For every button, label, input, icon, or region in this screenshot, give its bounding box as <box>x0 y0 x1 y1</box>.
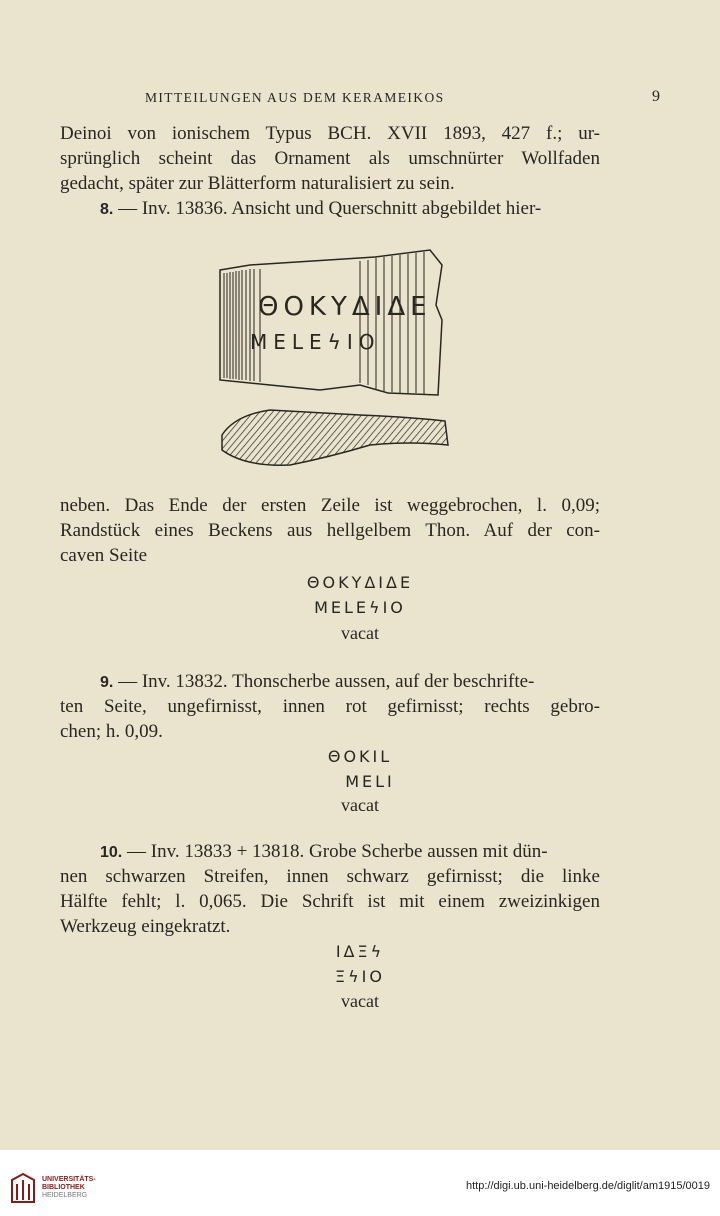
page-number: 9 <box>652 88 660 105</box>
item8-first-line <box>100 197 600 221</box>
text-line: chen; h. 0,09. <box>60 721 163 742</box>
inscription-line: ΞϟΙΟ <box>335 967 385 986</box>
inscription-line: ΘΟΚΥΔΙΔΕ <box>306 573 414 592</box>
item9-line1: — Inv. 13832. Thonscherbe aussen, auf der beschrifte- <box>113 671 535 692</box>
sherd-inscription-line1: ΘΟΚΥΔΙΔΕ <box>258 292 432 322</box>
library-name-line: HEIDELBERG <box>42 1192 88 1199</box>
item8-line1: — Inv. 13836. Ansicht und Querschnitt abgebildet hier- <box>113 198 542 219</box>
vacat-label: vacat <box>341 795 379 815</box>
text-line: ten Seite, ungefirnisst, innen rot gefirnisst; rechts gebro- <box>60 696 600 717</box>
page-header <box>60 88 660 110</box>
permalink-url[interactable]: http://digi.ub.uni-heidelberg.de/diglit/am1915/0019 <box>465 1180 710 1192</box>
text-line: Hälfte fehlt; l. 0,065. Die Schrift ist mit einem zweizinkigen <box>60 891 600 912</box>
item10-number: 10. <box>100 844 123 861</box>
text-line: Werkzeug eingekratzt. <box>60 916 231 937</box>
text-line: Deinoi von ionischem Typus BCH. XVII 1893, 427 f.; ur- <box>60 123 600 144</box>
text-line: sprünglich scheint das Ornament als umschnürter Wollfaden <box>60 148 600 169</box>
inscription-line: ΜΕLΙ <box>345 772 395 791</box>
sherd-inscription-line2: ΜΕLΕϟΙΟ <box>250 330 381 354</box>
sherd-view <box>220 250 442 395</box>
university-library-logo-icon <box>8 1172 38 1206</box>
item10-line1: — Inv. 13833 + 13818. Grobe Scherbe aussen mit dün- <box>122 841 548 862</box>
running-title: MITTEILUNGEN AUS DEM KERAMEIKOS <box>145 90 445 105</box>
vacat-label: vacat <box>341 623 379 643</box>
library-name <box>42 1176 96 1200</box>
text-line: Randstück eines Beckens aus hellgelbem Thon. Auf der con- <box>60 520 600 541</box>
text-line: neben. Das Ende der ersten Zeile ist weggebrochen, l. 0,09; <box>60 495 600 516</box>
text-line: nen schwarzen Streifen, innen schwarz gefirnisst; die linke <box>60 866 600 887</box>
vacat-label: vacat <box>341 991 379 1011</box>
library-name-line: UNIVERSITÄTS- <box>42 1176 96 1183</box>
item10-first-line <box>100 840 600 864</box>
item8-number: 8. <box>100 201 114 218</box>
inscription-line: ΜΕLΕϟΙΟ <box>314 598 406 617</box>
inscription-line: ΙΔΞϟ <box>335 942 385 961</box>
sherd-figure <box>210 245 455 475</box>
text-line: caven Seite <box>60 545 148 566</box>
sherd-cross-section <box>222 410 448 465</box>
library-footer <box>0 1150 720 1216</box>
item9-first-line <box>100 670 600 694</box>
library-name-line: BIBLIOTHEK <box>42 1184 85 1191</box>
item9-number: 9. <box>100 674 114 691</box>
inscription-line: ΘΟΚΙL <box>327 747 393 766</box>
text-line: gedacht, später zur Blätterform naturalisiert zu sein. <box>60 173 455 194</box>
